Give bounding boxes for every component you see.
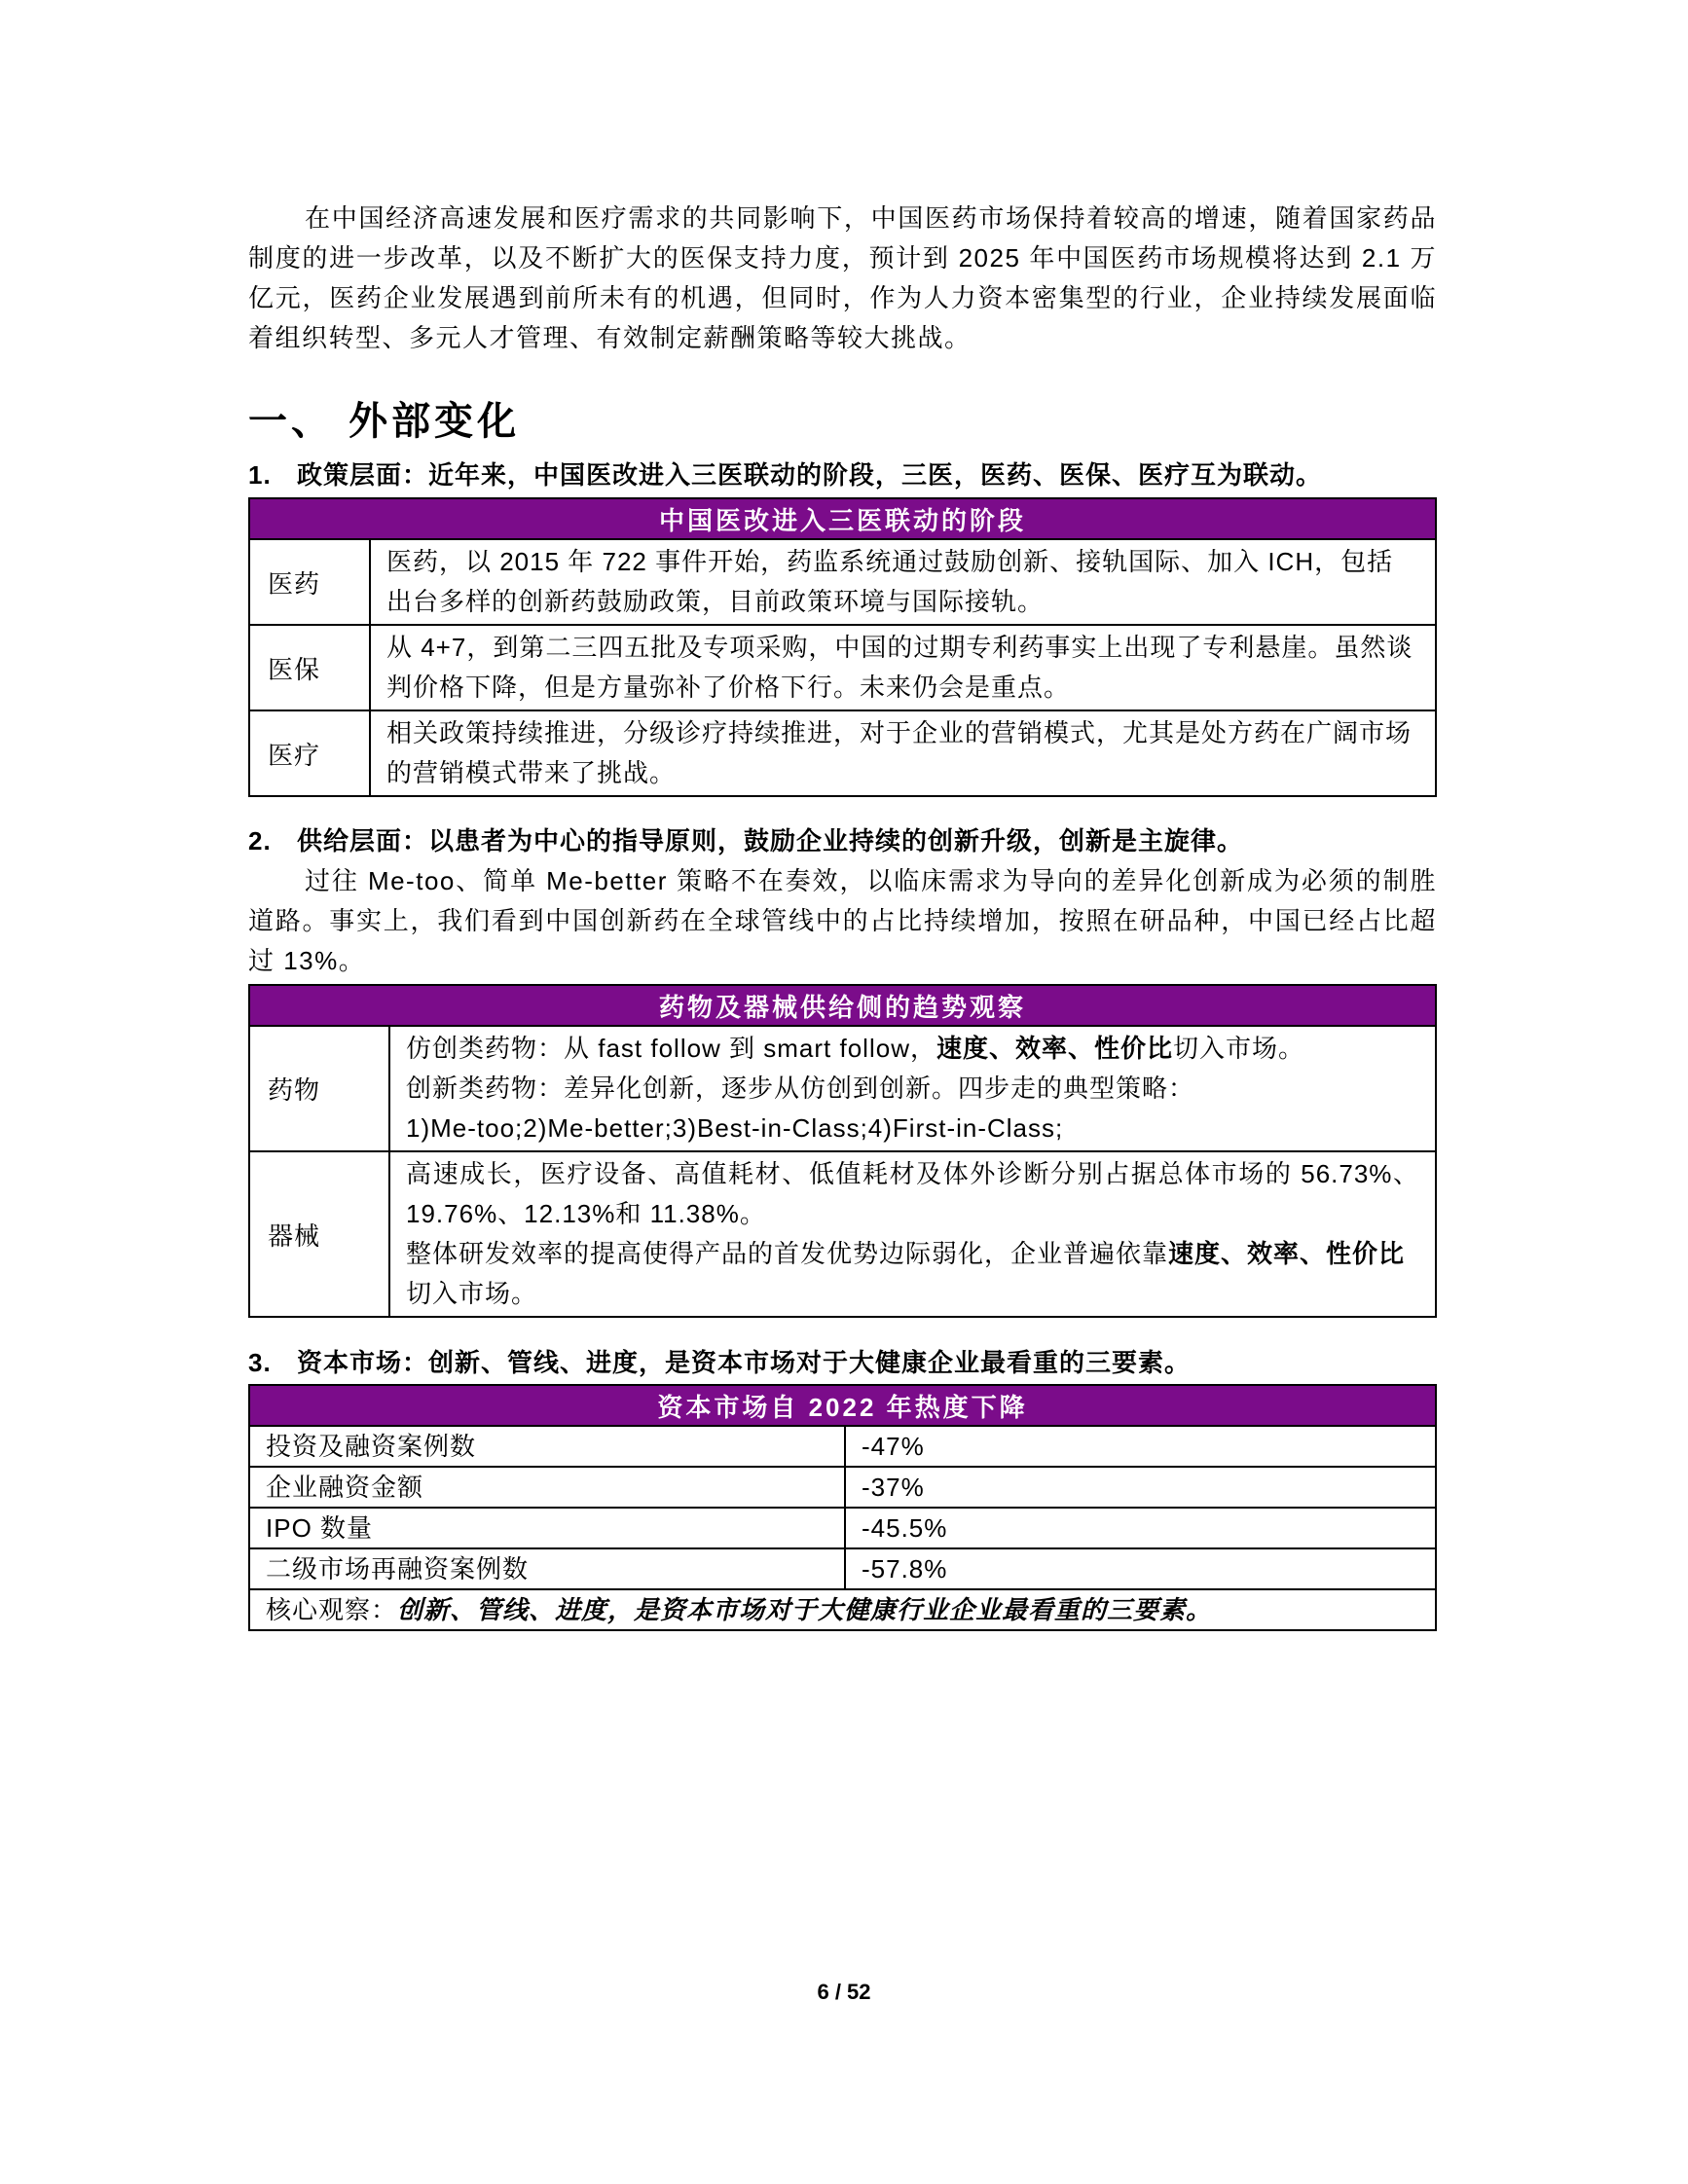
table-header: 药物及器械供给侧的趋势观察 (249, 985, 1436, 1026)
metric-value: -37% (845, 1467, 1436, 1508)
supply-paragraph: 过往 Me-too、简单 Me-better 策略不在奏效，以临床需求为导向的差异化创新成为必须的制胜道路。事实上，我们看到中国创新药在全球管线中的占比持续增加，按照在研品种，中国已经占比超过 13%。 (248, 866, 1437, 975)
table-row (249, 1026, 1436, 1151)
row-label: 医疗 (249, 710, 370, 796)
drug-line-1: 仿创类药物：从 fast follow 到 smart follow， (406, 1034, 936, 1063)
metric-value: -47% (845, 1426, 1436, 1467)
core-label: 核心观察： (266, 1595, 398, 1624)
table-row (249, 710, 1436, 796)
table-row (249, 1467, 1436, 1508)
row-label: 器械 (249, 1151, 389, 1317)
heading-text: 资本市场：创新、管线、进度，是资本市场对于大健康企业最看重的三要素。 (297, 1348, 1192, 1377)
row-label: 医药 (249, 539, 370, 625)
row-text: 医药，以 2015 年 722 事件开始，药监系统通过鼓励创新、接轨国际、加入 ICH，包括出台多样的创新药鼓励政策，目前政策环境与国际接轨。 (370, 539, 1436, 625)
page-number: 6 / 52 (817, 1980, 871, 2004)
policy-heading (248, 457, 1437, 492)
section-title: 一、 外部变化 (248, 400, 521, 443)
device-line-2-end: 切入市场。 (406, 1279, 538, 1308)
heading-text: 政策层面：近年来，中国医改进入三医联动的阶段，三医，医药、医保、医疗互为联动。 (297, 460, 1323, 490)
emphasis: 速度、效率、性价比 (936, 1034, 1173, 1063)
row-text: 从 4+7，到第二三四五批及专项采购，中国的过期专利药事实上出现了专利悬崖。虽然谈判价格下降，但是方量弥补了价格下行。未来仍会是重点。 (370, 625, 1436, 710)
metric-label: 二级市场再融资案例数 (249, 1548, 845, 1589)
table-header: 中国医改进入三医联动的阶段 (249, 498, 1436, 539)
capital-table (248, 1384, 1437, 1631)
metric-label: 投资及融资案例数 (249, 1426, 845, 1467)
metric-value: -57.8% (845, 1548, 1436, 1589)
metric-label: IPO 数量 (249, 1508, 845, 1548)
metric-label: 企业融资金额 (249, 1467, 845, 1508)
metric-value: -45.5% (845, 1508, 1436, 1548)
supply-heading (248, 823, 1437, 858)
heading-number: 2. (248, 826, 272, 855)
row-text: 相关政策持续推进，分级诊疗持续推进，对于企业的营销模式，尤其是处方药在广阔市场的营销模式带来了挑战。 (370, 710, 1436, 796)
row-label: 医保 (249, 625, 370, 710)
device-line-2: 整体研发效率的提高使得产品的首发优势边际弱化，企业普遍依靠 (406, 1239, 1169, 1268)
table-header: 资本市场自 2022 年热度下降 (249, 1385, 1436, 1426)
core-observation-row (249, 1589, 1436, 1630)
policy-table (248, 497, 1437, 797)
row-text (389, 1151, 1436, 1317)
intro-paragraph: 在中国经济高速发展和医疗需求的共同影响下，中国医药市场保持着较高的增速，随着国家药品制度的进一步改革，以及不断扩大的医保支持力度，预计到 2025 年中国医药市场规模将达到 2.1 万亿元，医药企业发展遇到前所未有的机遇，但同时，作为人力资本密集型的行业，企业持续发展面临着组织转型、多元人才管理、有效制定薪酬策略等较大挑战。 (248, 203, 1437, 352)
core-text: 创新、管线、进度，是资本市场对于大健康行业企业最看重的三要素。 (397, 1595, 1213, 1624)
device-line-1: 高速成长，医疗设备、高值耗材、低值耗材及体外诊断分别占据总体市场的 56.73%、19.76%、12.13%和 11.38%。 (406, 1159, 1419, 1228)
drug-line-3: 1)Me-too;2)Me-better;3)Best-in-Class;4)First-in-Class; (406, 1113, 1064, 1143)
row-text (389, 1026, 1436, 1151)
heading-number: 3. (248, 1348, 272, 1377)
capital-heading (248, 1345, 1437, 1380)
table-row (249, 1426, 1436, 1467)
table-row (249, 1548, 1436, 1589)
table-row (249, 1508, 1436, 1548)
table-row (249, 625, 1436, 710)
table-row (249, 1151, 1436, 1317)
drug-line-2: 创新类药物：差异化创新，逐步从仿创到创新。四步走的典型策略： (406, 1074, 1195, 1103)
heading-text: 供给层面：以患者为中心的指导原则，鼓励企业持续的创新升级，创新是主旋律。 (297, 826, 1244, 855)
drug-line-1-end: 切入市场。 (1173, 1034, 1305, 1063)
table-row (249, 539, 1436, 625)
supply-table (248, 984, 1437, 1318)
row-label: 药物 (249, 1026, 389, 1151)
heading-number: 1. (248, 460, 272, 490)
emphasis: 速度、效率、性价比 (1168, 1239, 1406, 1268)
